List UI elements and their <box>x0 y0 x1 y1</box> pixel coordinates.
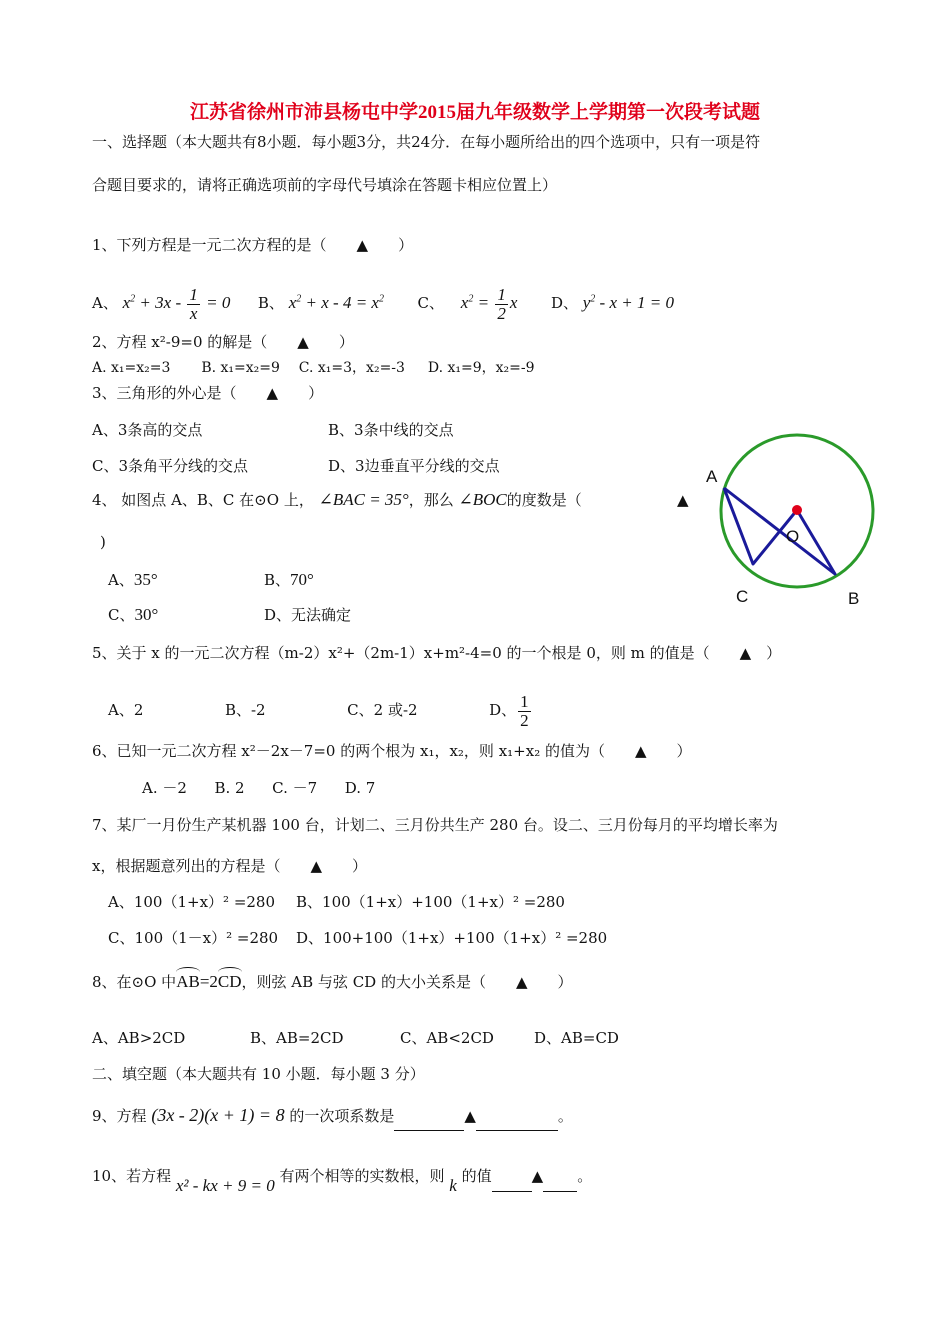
q5-stem-text: 5、关于 x 的一元二次方程（m-2）x²+（2m-1）x+m²-4=0 的一个根是 0，则 m 的值是（ <box>92 644 740 662</box>
q8-arc-ab: AB <box>176 972 200 991</box>
q9-blank-right[interactable] <box>476 1112 558 1131</box>
q10-equation: x² - kx + 9 = 0 <box>175 1176 275 1195</box>
q3-stem <box>92 383 323 403</box>
q8-option-a: A、AB>2CD <box>92 1029 186 1047</box>
q4-option-a-value: 35° <box>133 570 158 589</box>
q7-stem-line1: 7、某厂一月份生产某机器 100 台，计划二、三月份共生产 280 台。设二、三月份每月的平均增长率为 <box>92 816 778 834</box>
q4-option-d-value: 无法确定 <box>291 606 352 624</box>
answer-mark: ▲ <box>297 333 309 351</box>
q8-arc-cd: CD <box>217 972 242 991</box>
q9-end: 。 <box>557 1107 573 1125</box>
q10-mid: 有两个相等的实数根，则 <box>279 1167 445 1185</box>
q5-stem <box>92 643 781 663</box>
answer-mark: ▲ <box>464 1107 476 1125</box>
q2-close: ） <box>308 333 354 351</box>
q1-option-b-formula: $x^2 + x - 4 = x^2$ <box>288 293 384 312</box>
q4-stem-c: 的度数是（ <box>506 491 582 509</box>
q1-close: ） <box>368 236 414 254</box>
q8-option-d: D、AB=CD <box>534 1029 619 1047</box>
q1-option-a-formula: $x^2 + 3x$ - $\frac{1}{x}$ = 0 <box>122 284 231 323</box>
q10-variable-k: k <box>449 1176 457 1195</box>
q2-stem <box>92 332 354 352</box>
q8-stem <box>92 972 573 992</box>
answer-mark: ▲ <box>266 384 279 402</box>
q9-blank-left[interactable] <box>394 1112 464 1131</box>
q7-option-b: B、100（1+x）+100（1+x）² =280 <box>296 893 565 911</box>
q5-close: ） <box>751 644 782 662</box>
q4-stem-a: 4、 如图点 A、B、C 在⊙O 上， <box>92 491 314 509</box>
q4-stem-b: ，那么 <box>408 491 454 509</box>
q4-option-b-value: 70° <box>290 570 314 589</box>
q6-option-b: B. 2 <box>214 779 245 797</box>
q3-option-a: A、3条高的交点 <box>92 421 203 439</box>
q2-option-d: D. x₁=9，x₂=-9 <box>427 360 535 376</box>
q1-option-c-formula: $x^2$ = $\frac{1}{2}$ x <box>460 284 518 323</box>
q5-option-d-fraction: $\frac{1}{2}$ <box>520 691 529 730</box>
q8-option-b: B、AB=2CD <box>250 1029 344 1047</box>
q3-stem-text: 3、三角形的外心是（ <box>92 384 267 402</box>
q8-close: ） <box>527 973 573 991</box>
q4-option-c <box>108 605 158 625</box>
q4-option-b-label: B、 <box>264 571 291 589</box>
q3-option-c: C、3条角平分线的交点 <box>92 457 249 475</box>
section1-instructions-line1: 一、选择题（本大题共有8小题．每小题3分，共24分．在每小题所给出的四个选项中，只有一项是符 <box>92 133 761 151</box>
q1-option-a-label: A、 <box>92 294 118 312</box>
q10-end: 。 <box>577 1167 593 1185</box>
document-title: 江苏省徐州市沛县杨屯中学2015届九年级数学上学期第一次段考试题 <box>189 102 760 123</box>
q6-option-d: D. 7 <box>344 779 376 797</box>
circle-figure <box>700 430 880 620</box>
q10-blank-left[interactable] <box>492 1173 532 1192</box>
center-point-o <box>792 505 802 515</box>
q5-options <box>108 692 533 730</box>
q4-option-a <box>108 570 158 590</box>
q2-option-b: B. x₁=x₂=9 <box>201 360 280 376</box>
q7-close: ） <box>322 857 368 875</box>
label-a: A <box>706 467 718 486</box>
q10-tail: 的值 <box>461 1167 492 1185</box>
q4-option-d <box>264 605 351 625</box>
q4-close: ) <box>100 533 106 551</box>
answer-mark: ▲ <box>531 1167 544 1185</box>
q3-option-d: D、3边垂直平分线的交点 <box>328 457 500 475</box>
answer-mark: ▲ <box>739 644 752 662</box>
section1-instructions-line2: 合题目要求的，请将正确选项前的字母代号填涂在答题卡相应位置上） <box>92 176 558 194</box>
q5-option-d: D、 <box>489 701 517 719</box>
q1-stem-text: 1、下列方程是一元二次方程的是（ <box>92 236 357 254</box>
q6-options <box>142 778 375 798</box>
q8-stem-b: ，则弦 AB 与弦 CD 的大小关系是（ <box>241 973 516 991</box>
q10 <box>92 1160 593 1195</box>
q4-option-a-label: A、 <box>108 571 134 589</box>
q7-option-c: C、100（1－x）² =280 <box>108 929 279 947</box>
q4-option-b <box>264 570 314 590</box>
q6-stem-text: 6、已知一元二次方程 x²－2x－7=0 的两个根为 x₁，x₂，则 x₁+x₂ 的值为（ <box>92 742 635 760</box>
q8-stem-a: 8、在⊙O 中 <box>92 973 177 991</box>
q6-stem <box>92 741 692 761</box>
q8-option-c: C、AB<2CD <box>400 1029 494 1047</box>
label-o: O <box>786 527 800 546</box>
q2-options <box>92 358 535 378</box>
q4-angle-bac: ∠BAC = 35° <box>318 490 409 509</box>
answer-mark: ▲ <box>310 857 323 875</box>
q5-option-b: B、-2 <box>224 701 266 719</box>
q4-angle-boc: ∠BOC <box>458 490 507 509</box>
q10-stem: 10、若方程 <box>92 1167 172 1185</box>
label-c: C <box>736 587 749 606</box>
q4-option-c-label: C、 <box>108 606 135 624</box>
q1-option-b-label: B、 <box>257 294 284 312</box>
q2-stem-text: 2、方程 x²-9=0 的解是（ <box>92 333 298 351</box>
q9 <box>92 1100 573 1131</box>
answer-mark: ▲ <box>356 236 369 254</box>
q7-option-a: A、100（1+x）² =280 <box>108 893 276 911</box>
label-b: B <box>848 589 860 608</box>
q9-stem: 9、方程 <box>92 1107 147 1125</box>
q7-stem-text: x，根据题意列出的方程是（ <box>92 857 311 875</box>
q9-equation: (3x - 2)(x + 1) = 8 <box>151 1105 285 1125</box>
q4-stem <box>92 490 582 510</box>
answer-mark: ▲ <box>677 491 689 509</box>
q1-stem <box>92 235 413 255</box>
answer-mark: ▲ <box>634 742 647 760</box>
q5-option-a: A、2 <box>108 701 144 719</box>
q6-option-c: C. －7 <box>272 779 318 797</box>
q2-option-c: C. x₁=3，x₂=-3 <box>298 360 405 376</box>
q6-close: ） <box>646 742 692 760</box>
q1-option-d-label: D、 <box>550 294 578 312</box>
q5-option-c: C、2 或-2 <box>347 701 418 719</box>
q4-option-c-value: 30° <box>134 605 159 624</box>
answer-mark: ▲ <box>515 973 528 991</box>
q4-option-d-label: D、 <box>264 606 292 624</box>
q3-option-b: B、3条中线的交点 <box>328 421 454 439</box>
q7-option-d: D、100+100（1+x）+100（1+x）² =280 <box>296 929 608 947</box>
q1-option-d-formula: $y^2 - x + 1 = 0$ <box>582 293 674 312</box>
q7-stem-line2 <box>92 856 367 876</box>
q1-options <box>92 285 674 323</box>
section2-heading: 二、填空题（本大题共有 10 小题．每小题 3 分） <box>92 1065 425 1083</box>
q8-equals: =2 <box>199 972 218 991</box>
q10-blank-right[interactable] <box>543 1173 577 1192</box>
q1-option-c-label: C、 <box>417 294 445 312</box>
q9-tail: 的一次项系数是 <box>289 1107 395 1125</box>
q3-close: ） <box>278 384 324 402</box>
q2-option-a: A. x₁=x₂=3 <box>92 360 171 376</box>
q6-option-a: A. －2 <box>142 779 187 797</box>
